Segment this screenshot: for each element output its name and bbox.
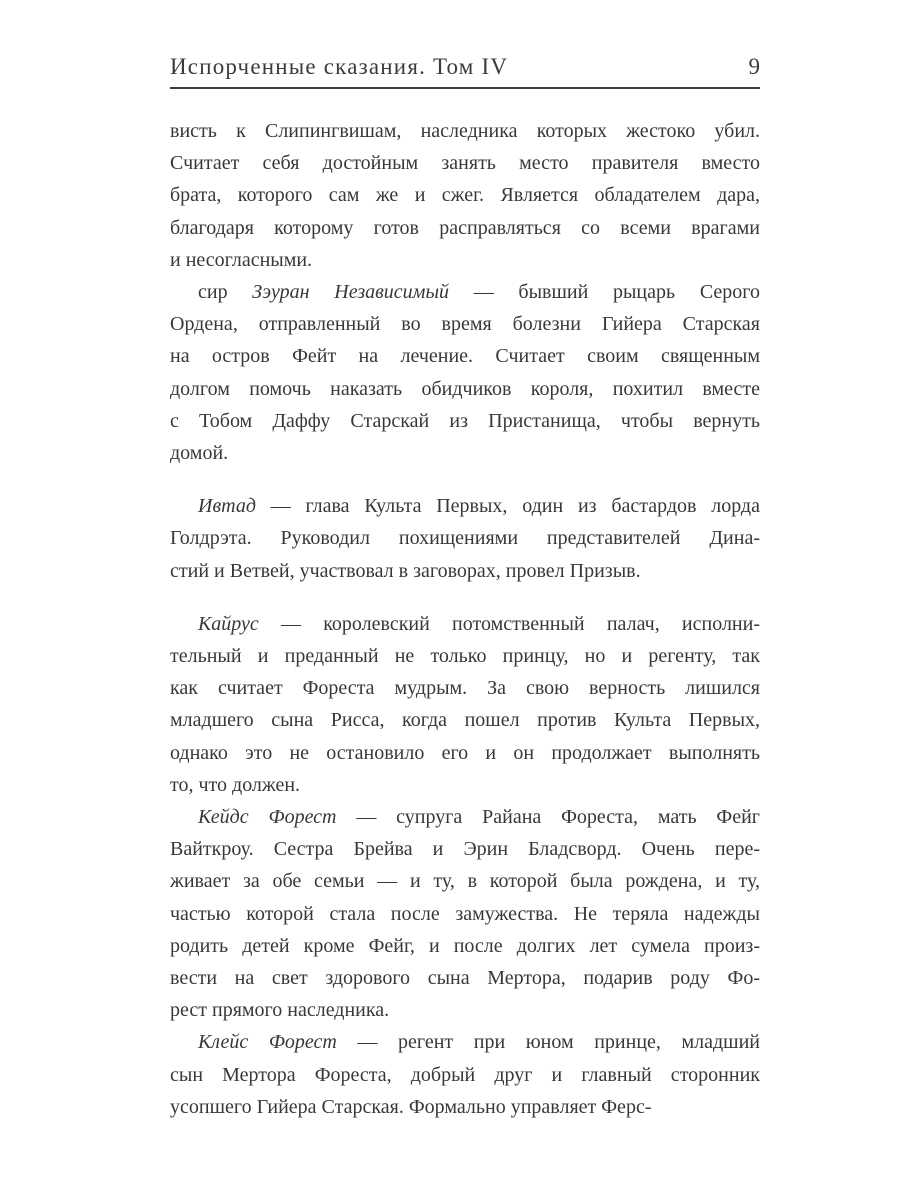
text-line bbox=[170, 1059, 760, 1091]
character-name: Зэуран Независимый bbox=[252, 281, 449, 304]
paragraph bbox=[170, 801, 760, 1026]
text-segment: живает за обе семьи — и ту, в которой была рождена, и ту, bbox=[170, 870, 760, 893]
page-number: 9 bbox=[748, 54, 760, 79]
text-segment: Считает себя достойным занять место правителя вместо bbox=[170, 152, 760, 175]
character-name: Кайрус bbox=[198, 612, 259, 635]
text-segment: Голдрэта. Руководил похищениями представителей Дина- bbox=[170, 527, 760, 550]
text-line bbox=[170, 555, 760, 587]
text-line bbox=[170, 340, 760, 372]
text-segment: — супруга Райана Фореста, мать Фейг bbox=[336, 806, 760, 829]
text-line bbox=[170, 490, 760, 522]
text-line bbox=[170, 405, 760, 437]
text-line bbox=[170, 962, 760, 994]
text-segment: младшего сына Рисса, когда пошел против Культа Первых, bbox=[170, 709, 760, 732]
text-line bbox=[170, 522, 760, 554]
text-segment: сир bbox=[198, 281, 253, 304]
text-content bbox=[170, 115, 760, 1123]
character-name: Ивтад bbox=[198, 495, 256, 518]
text-line bbox=[170, 704, 760, 736]
text-line bbox=[170, 308, 760, 340]
text-segment: однако это не остановило его и он продолжает выполнять bbox=[170, 741, 760, 764]
text-line bbox=[170, 373, 760, 405]
text-segment: сын Мертора Фореста, добрый друг и главный сторонник bbox=[170, 1063, 760, 1086]
text-line bbox=[170, 1026, 760, 1058]
paragraph bbox=[170, 115, 760, 276]
text-line bbox=[170, 244, 760, 276]
text-line bbox=[170, 437, 760, 469]
text-segment: рест прямого наследника. bbox=[170, 999, 390, 1022]
text-line bbox=[170, 898, 760, 930]
text-segment: вести на свет здорового сына Мертора, подарив роду Фо- bbox=[170, 967, 760, 990]
text-line bbox=[170, 640, 760, 672]
text-line bbox=[170, 147, 760, 179]
text-segment: родить детей кроме Фейг, и после долгих лет сумела произ- bbox=[170, 934, 760, 957]
text-segment: тельный и преданный не только принцу, но и регенту, так bbox=[170, 645, 760, 668]
header-rule bbox=[170, 87, 760, 89]
text-segment: долгом помочь наказать обидчиков короля, похитил вместе bbox=[170, 377, 760, 400]
text-segment: Вайткроу. Сестра Брейва и Эрин Бладсворд. Очень пере- bbox=[170, 838, 760, 861]
text-line bbox=[170, 833, 760, 865]
character-name: Клейс Форест bbox=[198, 1031, 337, 1054]
text-line bbox=[170, 1091, 760, 1123]
book-title: Испорченные сказания. Том IV bbox=[170, 54, 509, 79]
paragraph bbox=[170, 490, 760, 587]
text-line bbox=[170, 672, 760, 704]
text-line bbox=[170, 865, 760, 897]
text-line bbox=[170, 276, 760, 308]
text-line bbox=[170, 608, 760, 640]
text-line bbox=[170, 930, 760, 962]
text-segment: с Тобом Даффу Старскай из Пристанища, чтобы вернуть bbox=[170, 409, 760, 432]
text-segment: на остров Фейт на лечение. Считает своим священным bbox=[170, 345, 760, 368]
text-segment: частью которой стала после замужества. Не теряла надежды bbox=[170, 902, 760, 925]
paragraph bbox=[170, 608, 760, 801]
text-segment: висть к Слипингвишам, наследника которых жестоко убил. bbox=[170, 120, 760, 142]
text-line bbox=[170, 801, 760, 833]
text-segment: то, что должен. bbox=[170, 773, 301, 796]
text-segment: домой. bbox=[170, 442, 229, 465]
text-line bbox=[170, 994, 760, 1026]
text-segment: — королевский потомственный палач, исполни- bbox=[258, 612, 760, 635]
text-segment: — глава Культа Первых, один из бастардов лорда bbox=[255, 495, 760, 518]
text-segment: усопшего Гийера Старская. Формально управляет Ферс- bbox=[170, 1095, 652, 1118]
text-segment: и несогласными. bbox=[170, 248, 313, 271]
text-segment: стий и Ветвей, участвовал в заговорах, провел Призыв. bbox=[170, 559, 641, 582]
text-segment: брата, которого сам же и сжег. Является обладателем дара, bbox=[170, 184, 760, 207]
text-line bbox=[170, 179, 760, 211]
text-line bbox=[170, 769, 760, 801]
text-segment: благодаря которому готов расправляться со всеми врагами bbox=[170, 216, 760, 239]
text-segment: — бывший рыцарь Серого bbox=[449, 281, 761, 304]
text-segment: — регент при юном принце, младший bbox=[336, 1031, 760, 1054]
running-header bbox=[170, 54, 760, 87]
text-line bbox=[170, 737, 760, 769]
paragraph bbox=[170, 1026, 760, 1123]
paragraph bbox=[170, 276, 760, 469]
character-name: Кейдс Форест bbox=[198, 806, 337, 829]
text-segment: как считает Фореста мудрым. За свою верность лишился bbox=[170, 677, 760, 700]
text-line bbox=[170, 212, 760, 244]
text-segment: Ордена, отправленный во время болезни Гийера Старская bbox=[170, 313, 760, 336]
text-line bbox=[170, 115, 760, 147]
